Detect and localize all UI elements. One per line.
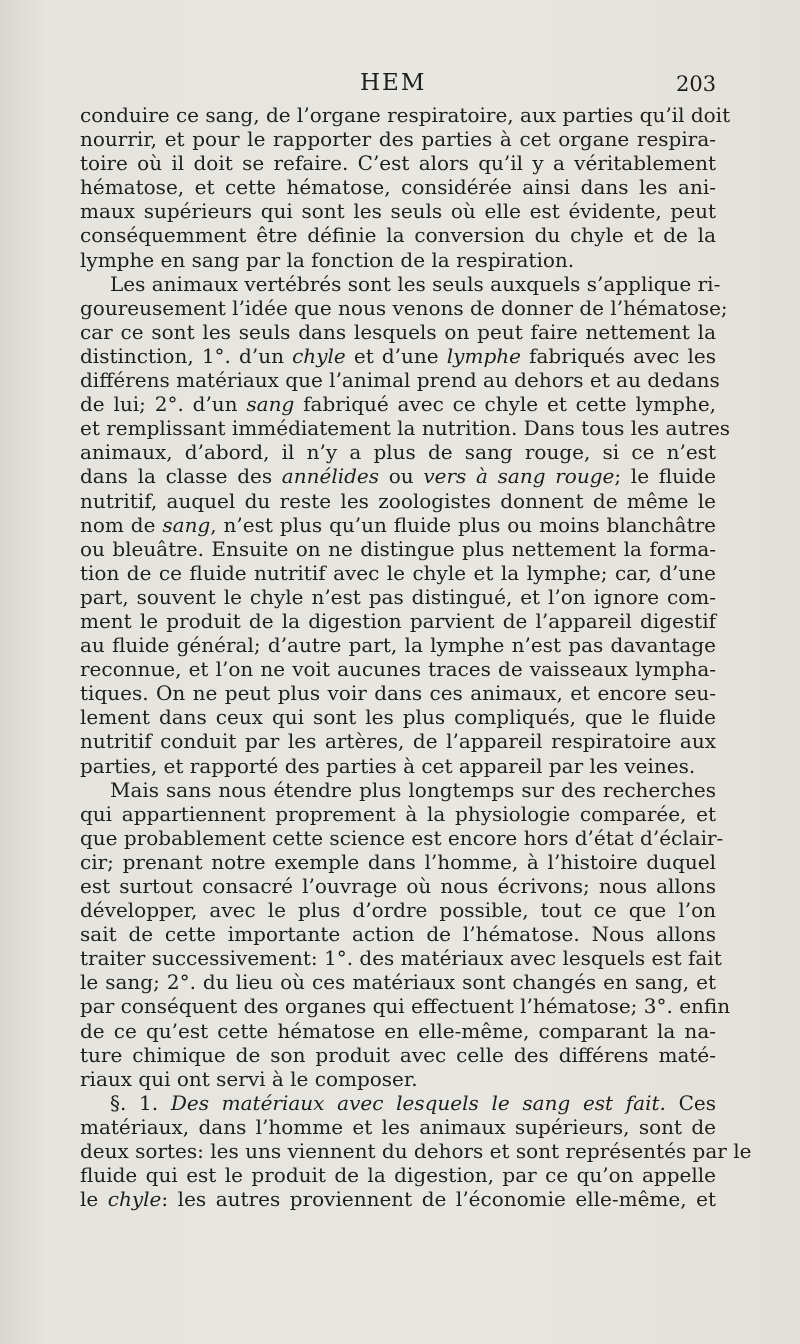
text-line: nourrir, et pour le rapporter des parties à cet organe respira- (80, 127, 716, 152)
text-line: matériaux, dans l’homme et les animaux supérieurs, sont de (80, 1114, 716, 1139)
italic-text: sang (162, 512, 211, 537)
text-line (80, 464, 716, 488)
italic-text: Des matériaux avec lesquels le sang est fait. (170, 1090, 666, 1115)
text-line: ou bleuâtre. Ensuite on ne distingue plus nettement la forma- (80, 536, 716, 561)
text-line: conséquemment être définie la conversion du chyle et de la (80, 223, 716, 248)
text-run: nom de (80, 512, 163, 537)
text-line: hématose, et cette hématose, considérée ainsi dans les ani- (80, 175, 716, 200)
text-line: conduire ce sang, de l’organe respiratoire, aux parties qu’il doit (80, 103, 731, 127)
text-run: et d’une (345, 343, 447, 368)
text-run: §. 1. (110, 1090, 171, 1115)
text-line: nutritif, auquel du reste les zoologistes donnent de même le (80, 488, 716, 513)
text-line (80, 1091, 716, 1115)
text-line: parties, et rapporté des parties à cet appareil par les veines. (80, 753, 696, 778)
text-run: dans la classe des (80, 464, 282, 489)
text-line: nutritif conduit par les artères, de l’appareil respiratoire aux (80, 729, 716, 754)
text-line: goureusement l’idée que nous venons de donner de l’hématose; (80, 295, 728, 320)
text-run: distinction, 1°. d’un (80, 343, 293, 368)
text-line: lymphe en sang par la fonction de la respiration. (80, 247, 575, 272)
page-number: 203 (676, 72, 717, 96)
text-line: animaux, d’abord, il n’y a plus de sang rouge, si ce n’est (80, 440, 716, 465)
text-line: tiques. On ne peut plus voir dans ces animaux, et encore seu- (80, 681, 716, 706)
text-line: différens matériaux que l’animal prend au dehors et au dedans (80, 368, 720, 393)
text-run: fabriqués avec les (520, 343, 716, 368)
text-line (80, 513, 716, 537)
text-line: maux supérieurs qui sont les seuls où elle est évidente, peut (80, 199, 716, 224)
text-line: fluide qui est le produit de la digestion, par ce qu’on appelle (80, 1163, 716, 1188)
running-head-title: HEM (360, 70, 427, 96)
text-run: fabriqué avec ce chyle et cette lymphe, (294, 392, 717, 417)
text-line: traiter successivement: 1°. des matériaux avec lesquels est fait (80, 946, 722, 971)
text-line: développer, avec le plus d’ordre possible, tout ce que l’on (80, 898, 716, 923)
italic-text: lymphe (446, 343, 521, 368)
text-line: part, souvent le chyle n’est pas distingué, et l’on ignore com- (80, 584, 716, 609)
text-run: ; le fluide (614, 464, 716, 489)
text-run: Ces (665, 1090, 717, 1115)
text-line: de ce qu’est cette hématose en elle-même, comparant la na- (80, 1018, 716, 1043)
text-run: ou (379, 464, 424, 489)
text-line: deux sortes: les uns viennent du dehors et sont représentés par le (80, 1139, 752, 1164)
text-line: qui appartiennent proprement à la physiologie comparée, et (80, 801, 716, 826)
italic-text: vers à sang rouge (423, 464, 615, 489)
text-run: le (80, 1187, 108, 1212)
text-line: Mais sans nous étendre plus longtemps sur des recherches (110, 777, 716, 802)
text-line: lement dans ceux qui sont les plus compliqués, que le fluide (80, 705, 716, 730)
text-line: Les animaux vertébrés sont les seuls auxquels s’applique ri- (110, 271, 721, 296)
text-run: , n’est plus qu’un fluide plus ou moins blanchâtre (210, 512, 716, 537)
text-line (80, 392, 716, 416)
text-line: au fluide général; d’autre part, la lymphe n’est pas davantage (80, 633, 716, 658)
text-line: par conséquent des organes qui effectuent l’hématose; 3°. enfin (80, 994, 731, 1019)
text-line: sait de cette importante action de l’hématose. Nous allons (80, 922, 716, 947)
italic-text: annélides (281, 464, 380, 489)
text-line: ture chimique de son produit avec celle des différens maté- (80, 1042, 716, 1067)
text-line: car ce sont les seuls dans lesquels on peut faire nettement la (80, 319, 716, 344)
running-head (0, 70, 800, 100)
text-line: est surtout consacré l’ouvrage où nous écrivons; nous allons (80, 874, 716, 898)
text-line: cir; prenant notre exemple dans l’homme, à l’histoire duquel (80, 849, 716, 874)
text-line: ment le produit de la digestion parvient de l’appareil digestif (80, 608, 716, 633)
italic-text: sang (246, 392, 295, 417)
body-text (80, 103, 752, 1212)
text-line: tion de ce fluide nutritif avec le chyle et la lymphe; car, d’une (80, 560, 716, 585)
text-line: toire où il doit se refaire. C’est alors qu’il y a véritablement (80, 151, 716, 176)
italic-text: chyle (292, 343, 346, 368)
text-line: riaux qui ont servi à le composer. (80, 1066, 418, 1091)
text-line: reconnue, et l’on ne voit aucunes traces de vaisseaux lympha- (80, 657, 716, 682)
text-line: que probablement cette science est encore hors d’état d’éclair- (80, 825, 724, 850)
text-line (80, 344, 716, 368)
italic-text: chyle (107, 1187, 162, 1212)
text-run: : les autres proviennent de l’économie elle-même, et (161, 1187, 716, 1212)
text-line: le sang; 2°. du lieu où ces matériaux sont changés en sang, et (80, 970, 716, 995)
text-run: de lui; 2°. d’un (80, 392, 247, 417)
text-line: et remplissant immédiatement la nutrition. Dans tous les autres (80, 416, 731, 441)
text-line (80, 1187, 716, 1211)
